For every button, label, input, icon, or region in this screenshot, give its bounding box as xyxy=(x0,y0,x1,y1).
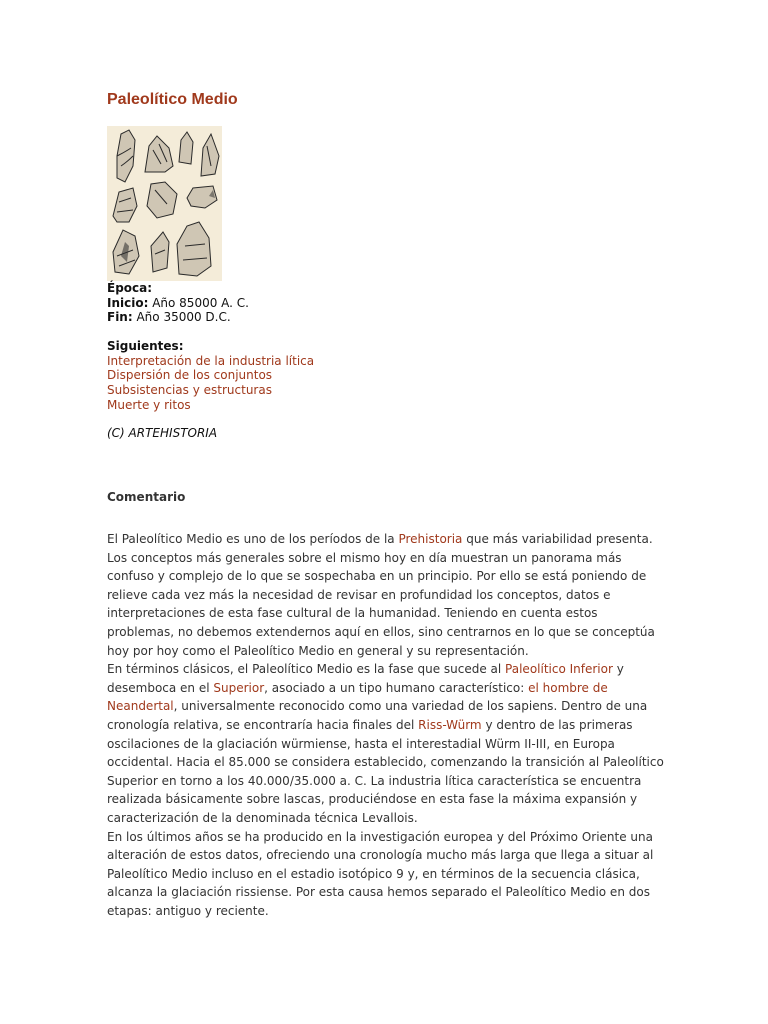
inicio-label: Inicio: xyxy=(107,295,149,310)
link-dispersion[interactable]: Dispersión de los conjuntos xyxy=(107,368,273,383)
page-title: Paleolítico Medio xyxy=(107,91,238,108)
inicio-value: Año 85000 A. C. xyxy=(148,295,249,310)
p2-text-3: , asociado a un tipo humano característico: xyxy=(264,680,529,695)
link-riss-wurm[interactable]: Riss-Würm xyxy=(418,717,482,732)
meta-block xyxy=(107,281,249,325)
fin-line xyxy=(107,310,249,325)
p2-text-4: , universalmente reconocido como una variedad de los sapiens. Dentro de una cronología relativa, se encontraría hacia finales del xyxy=(107,699,648,732)
paragraph-1 xyxy=(107,530,667,660)
link-interpretacion[interactable]: Interpretación de la industria lítica xyxy=(107,353,315,368)
paragraph-3: En los últimos años se ha producido en la investigación europea y del Próximo Oriente una alteración de estos datos, ofreciendo una cronología mucho más larga que llega a situar al Paleolítico Medio incluso en el estadio isotópico 9 y, en términos de la secuencia clásica, alcanza la glaciación rissiense. Por esta causa hemos separado el Paleolítico Medio en dos etapas: antiguo y reciente. xyxy=(107,829,654,918)
link-subsistencias[interactable]: Subsistencias y estructuras xyxy=(107,383,272,398)
fin-label: Fin: xyxy=(107,310,133,324)
link-neandertal[interactable]: el hombre de Neandertal xyxy=(107,680,608,714)
comentario-body xyxy=(107,530,667,920)
p1-text-2: que más variabilidad presenta. Los conceptos más generales sobre el mismo hoy en día muestran un panorama más confuso y complejo de lo que se sospechaba en un principio. Por ello se está poniendo de relieve cada vez más la necesidad de revisar en profundidad los conceptos, datos e interpretaciones de esta fase cultural de la humanidad. Teniendo en cuenta estos problemas, no debemos extendernos aquí en ellos, sino centrarnos en lo que se conceptúa hoy por hoy como el Paleolítico Medio en general y su representación. xyxy=(107,532,655,658)
link-prehistoria[interactable]: Prehistoria xyxy=(398,532,463,546)
stone-tools-illustration xyxy=(107,126,222,281)
inicio-line xyxy=(107,296,249,311)
fin-value: Año 35000 D.C. xyxy=(132,310,231,324)
paragraph-2 xyxy=(107,660,667,827)
comentario-heading: Comentario xyxy=(107,490,186,504)
epoca-line xyxy=(107,281,249,296)
p2-text-1: En términos clásicos, el Paleolítico Medio es la fase que sucede al xyxy=(107,662,506,677)
siguientes-label: Siguientes: xyxy=(107,339,184,353)
copyright: (C) ARTEHISTORIA xyxy=(107,426,218,440)
p1-text-1: El Paleolítico Medio es uno de los períodos de la xyxy=(107,532,399,546)
p2-text-5: y dentro de las primeras oscilaciones de la glaciación würmiense, hasta el interestadial Würm II-III, en Europa occidental. Hacia el 85.000 se considera establecido, comenzando la transición al Paleolítico Superior en torno a los 40.000/35.000 a. C. La industria lítica característica se encuentra realizada básicamente sobre lascas, produciéndose en esta fase la máxima expansión y caracterización de la denominada técnica Levallois. xyxy=(107,717,664,825)
p2-text-2: y desemboca en el xyxy=(107,662,624,695)
link-paleolitico-inferior[interactable]: Paleolítico Inferior xyxy=(505,662,613,677)
siguientes-block xyxy=(107,339,314,413)
link-superior[interactable]: Superior xyxy=(213,680,265,695)
link-muerte-ritos[interactable]: Muerte y ritos xyxy=(107,397,191,412)
epoca-label: Época: xyxy=(107,281,153,295)
